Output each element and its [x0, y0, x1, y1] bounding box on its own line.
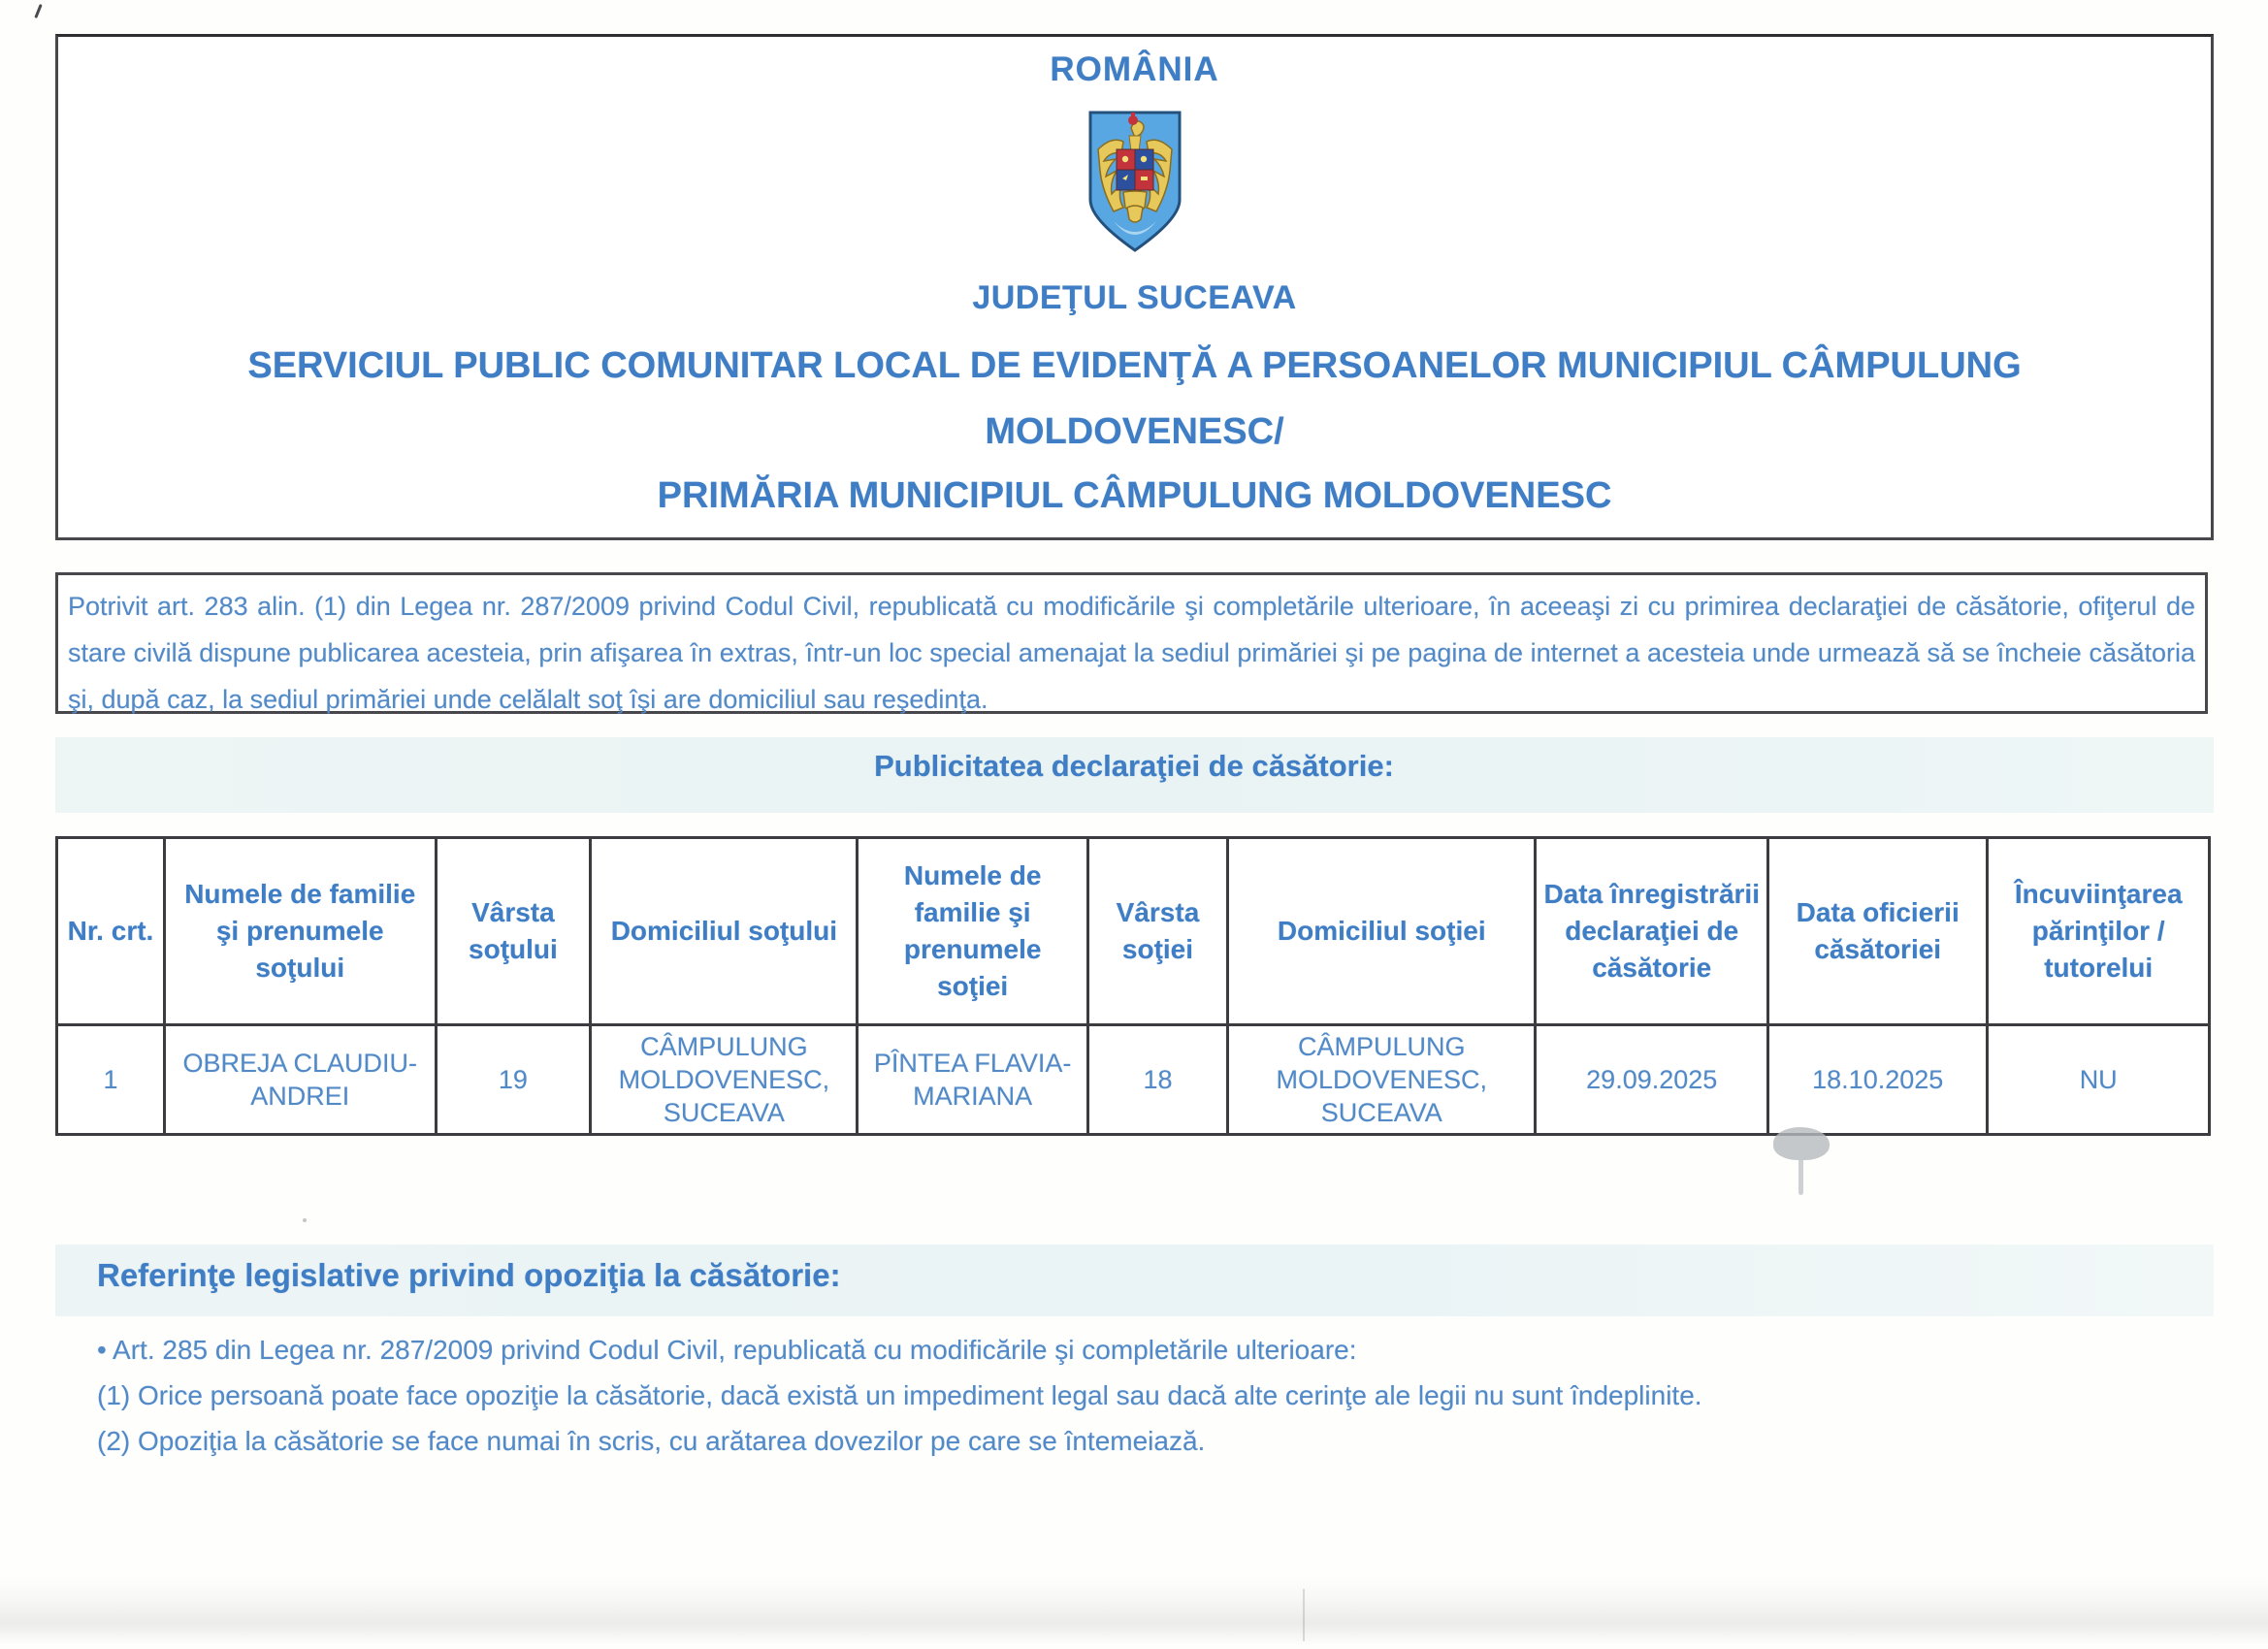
cell-registration-date: 29.09.2025 — [1536, 1025, 1768, 1135]
marriage-declarations-table — [55, 836, 2211, 1136]
column-header-officiation-date: Data oficierii căsătoriei — [1768, 838, 1988, 1025]
column-header-bride-domicile: Domiciliul soţiei — [1228, 838, 1536, 1025]
column-header-parental-consent: Încuviinţarea părinţilor / tutorelui — [1988, 838, 2210, 1025]
references-list — [97, 1331, 2154, 1468]
cell-nr-crt: 1 — [57, 1025, 165, 1135]
document-header-box — [55, 34, 2214, 540]
reference-item: (2) Opoziţia la căsătorie se face numai în scris, cu arătarea dovezilor pe care se întemeiază. — [97, 1426, 1206, 1456]
reference-item: (1) Orice persoană poate face opoziţie la căsătorie, dacă există un impediment legal sau dacă alte cerinţe ale legii nu sunt îndeplinite. — [97, 1380, 1702, 1410]
institution-name-line3: PRIMĂRIA MUNICIPIUL CÂMPULUNG MOLDOVENESC — [657, 475, 1612, 516]
scan-shadow — [0, 1577, 2268, 1645]
column-header-groom-domicile: Domiciliul soţului — [591, 838, 858, 1025]
reference-item: • Art. 285 din Legea nr. 287/2009 privind Codul Civil, republicată cu modificările şi completările ulterioare: — [97, 1335, 1357, 1365]
table-header-row — [57, 838, 2210, 1025]
ink-smudge — [1773, 1127, 1833, 1205]
table-row — [57, 1025, 2210, 1135]
cell-bride-domicile: CÂMPULUNG MOLDOVENESC, SUCEAVA — [1228, 1025, 1536, 1135]
scan-speck — [303, 1218, 307, 1222]
column-header-bride-age: Vârsta soţiei — [1087, 838, 1227, 1025]
cell-bride-name: PÎNTEA FLAVIA-MARIANA — [858, 1025, 1087, 1135]
cell-groom-domicile: CÂMPULUNG MOLDOVENESC, SUCEAVA — [591, 1025, 858, 1135]
cell-groom-name: OBREJA CLAUDIU-ANDREI — [164, 1025, 436, 1135]
country-title: ROMÂNIA — [1050, 50, 1219, 88]
column-header-nr-crt: Nr. crt. — [57, 838, 165, 1025]
column-header-registration-date: Data înregistrării declaraţiei de căsătorie — [1536, 838, 1768, 1025]
section-title: Publicitatea declaraţiei de căsătorie: — [874, 749, 1394, 783]
romania-coat-of-arms-icon — [1085, 107, 1185, 254]
column-header-bride-name: Numele de familie şi prenumele soţiei — [858, 838, 1087, 1025]
column-header-groom-name: Numele de familie şi prenumele soţului — [164, 838, 436, 1025]
column-header-groom-age: Vârsta soţului — [436, 838, 591, 1025]
cell-bride-age: 18 — [1087, 1025, 1227, 1135]
legal-notice-paragraph: Potrivit art. 283 alin. (1) din Legea nr. 287/2009 privind Codul Civil, republicată cu modificările şi completările ulterioare, în aceeaşi zi cu primirea declaraţiei de căsătorie, ofiţerul de stare civilă dispune publicarea acesteia, prin afişarea în extras, într-un loc special amenajat la sediul primăriei şi pe pagina de internet a acesteia unde urmează să se încheie căsătoria şi, după caz, la sediul primăriei unde celălalt soţ îşi are domiciliul sau reşedinţa. — [55, 572, 2208, 714]
cell-groom-age: 19 — [436, 1025, 591, 1135]
scan-fold-line — [1303, 1589, 1305, 1641]
institution-name-line2: MOLDOVENESC/ — [985, 411, 1284, 452]
cell-parental-consent: NU — [1988, 1025, 2210, 1135]
references-title: Referinţe legislative privind opoziţia la căsătorie: — [97, 1257, 841, 1293]
cell-officiation-date: 18.10.2025 — [1768, 1025, 1988, 1135]
county-title: JUDEŢUL SUCEAVA — [972, 279, 1297, 316]
scan-speck — [34, 4, 42, 18]
institution-name-line1: SERVICIUL PUBLIC COMUNITAR LOCAL DE EVIDENŢĂ A PERSOANELOR MUNICIPIUL CÂMPULUNG — [247, 345, 2022, 386]
